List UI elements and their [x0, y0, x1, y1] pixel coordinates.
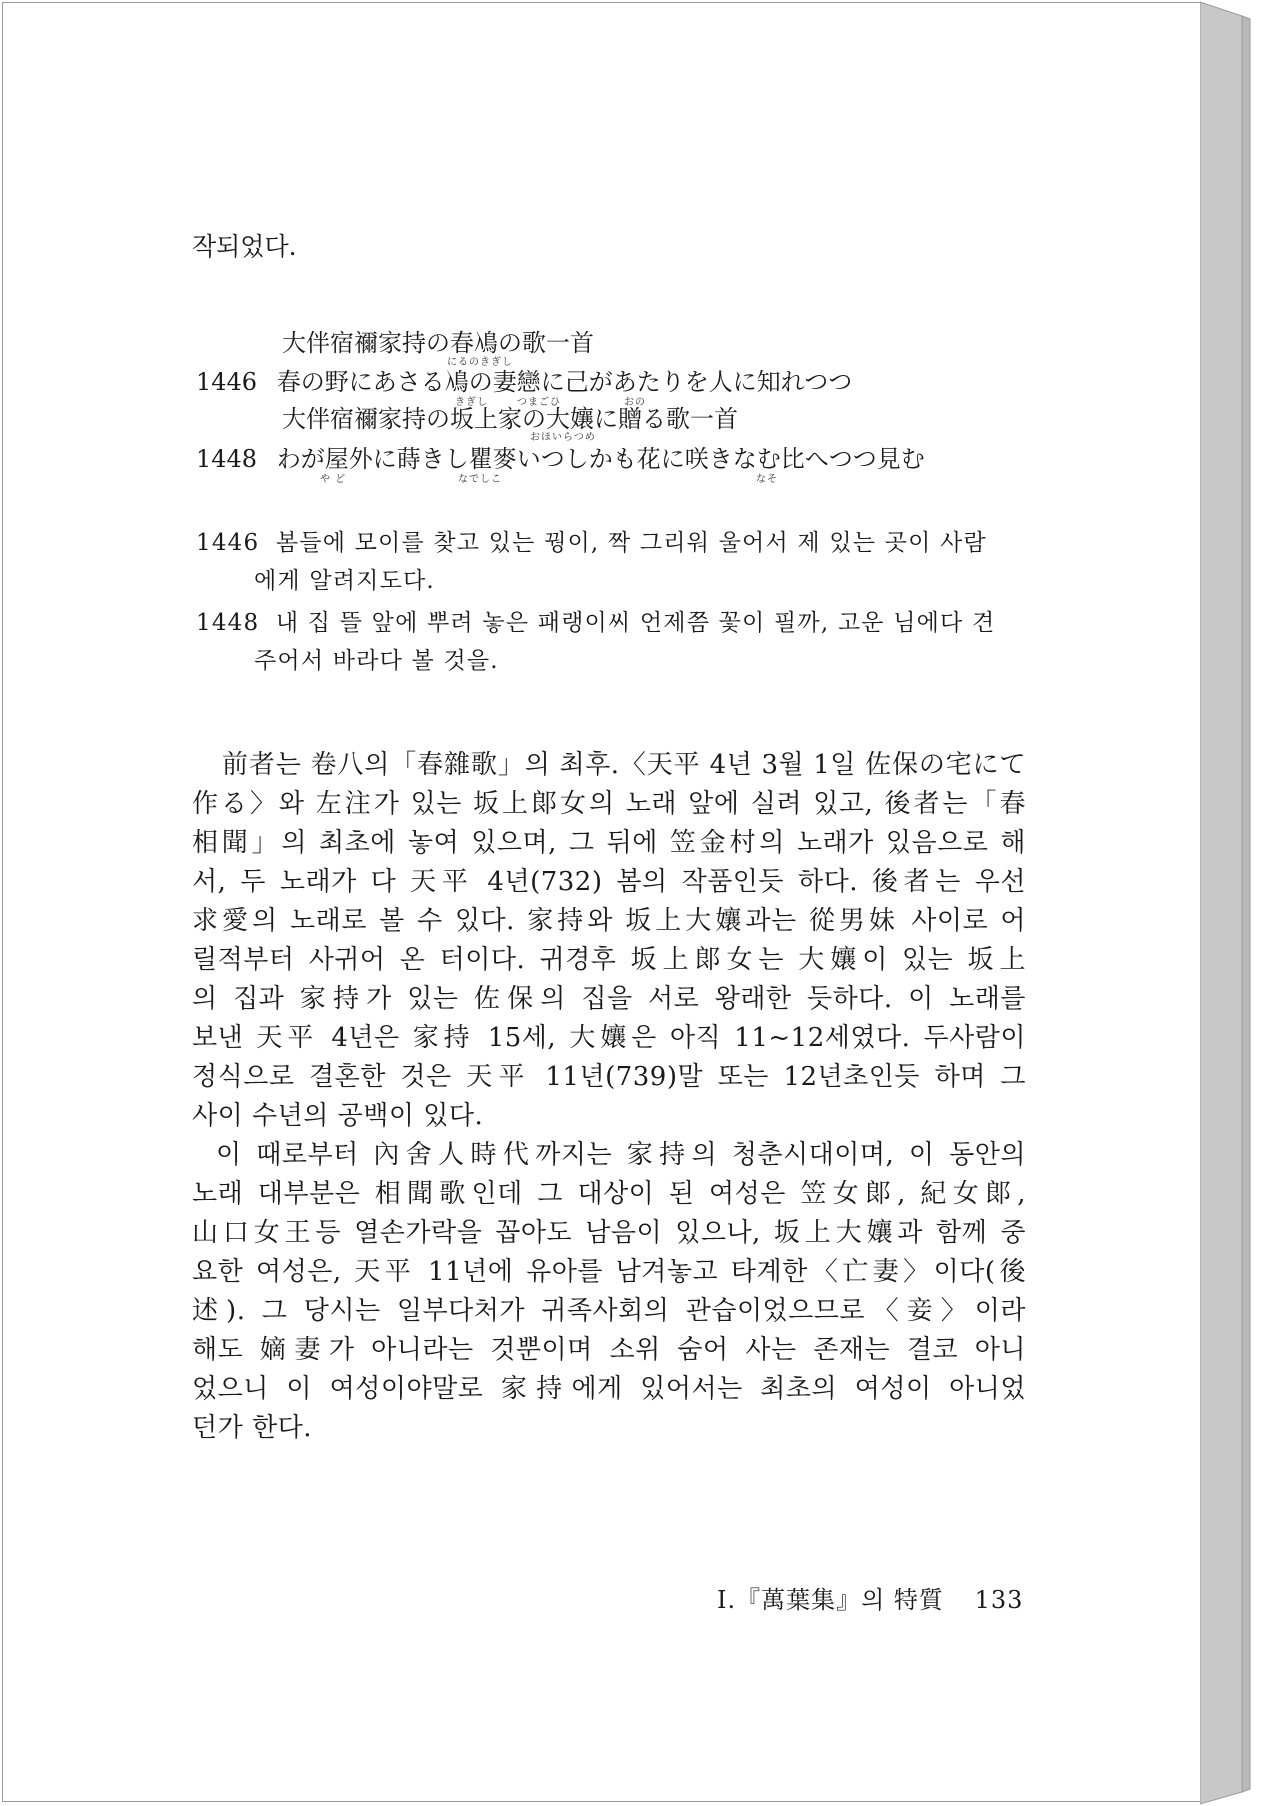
body-line-1: 前者는 卷八의「春雜歌」의 최후.〈天平 4년 3월 1일 佐保の宅にて	[222, 750, 1026, 780]
poem-1446	[196, 367, 852, 397]
body-line-7: 의 집과 家持가 있는 佐保의 집을 서로 왕래한 듯하다. 이 노래를	[192, 984, 1026, 1014]
body-line-3: 相聞」의 최초에 놓여 있으며, 그 뒤에 笠金村의 노래가 있음으로 해	[192, 828, 1026, 858]
body-line-12: 노래 대부분은 相聞歌인데 그 대상이 된 여성은 笠女郞, 紀女郞,	[192, 1179, 1026, 1209]
furigana-3: おほいらつめ	[530, 432, 596, 443]
translation-1448-line-2: 주어서 바라다 볼 것을.	[254, 648, 499, 674]
furigana-4a: や ど	[320, 474, 347, 485]
translation-1446-line-1: 봄들에 모이를 찾고 있는 꿩이, 짝 그리워 울어서 제 있는 곳이 사람	[275, 530, 987, 556]
furigana-4b: なでしこ	[458, 474, 502, 485]
poem-heading-2: 大伴宿禰家持の坂上家の大孃に贈る歌一首	[282, 405, 738, 433]
translation-1446	[196, 528, 987, 558]
body-line-18: 던가 한다.	[192, 1413, 312, 1443]
body-line-13: 山口女王등 열손가락을 꼽아도 남음이 있으나, 坂上大孃과 함께 중	[192, 1218, 1026, 1248]
body-line-10: 사이 수년의 공백이 있다.	[192, 1101, 484, 1131]
body-line-9: 정식으로 결혼한 것은 天平 11년(739)말 또는 12년초인듯 하며 그	[192, 1062, 1026, 1092]
translation-1448	[196, 608, 995, 638]
poem-1446-text: 春の野にあさる鳰の妻戀に己があたりを人に知れつつ	[276, 368, 853, 396]
furigana-2a: きぎし	[455, 397, 488, 408]
translation-1448-number: 1448	[196, 610, 260, 636]
translation-1446-line-2: 에게 알려지도다.	[254, 568, 435, 594]
furigana-2b: つまごひ	[517, 397, 561, 408]
body-line-16: 해도 嫡妻가 아니라는 것뿐이며 소위 숨어 사는 존재는 결코 아니	[192, 1335, 1026, 1365]
running-head: I.『萬葉集』의 特質	[717, 1586, 944, 1614]
book-spine	[1200, 0, 1274, 1806]
poem-heading-1: 大伴宿禰家持の春鳰の歌一首	[282, 329, 594, 357]
furigana-1: にるのきぎし	[447, 357, 513, 368]
body-line-2: 作る〉와 左注가 있는 坂上郞女의 노래 앞에 실려 있고, 後者는「春	[192, 789, 1026, 819]
body-line-17: 었으니 이 여성이야말로 家持에게 있어서는 최초의 여성이 아니었	[192, 1374, 1026, 1404]
page-number: 133	[974, 1586, 1024, 1614]
body-line-11: 이 때로부터 內舍人時代까지는 家持의 청춘시대이며, 이 동안의	[216, 1140, 1026, 1170]
translation-1448-line-1: 내 집 뜰 앞에 뿌려 놓은 패랭이씨 언제쯤 꽃이 필까, 고운 님에다 견	[275, 610, 996, 636]
page-footer	[717, 1585, 1023, 1615]
body-line-6: 릴적부터 사귀어 온 터이다. 귀경후 坂上郞女는 大孃이 있는 坂上	[192, 945, 1026, 975]
poem-1448-number: 1448	[196, 445, 258, 473]
furigana-2c: おの	[624, 397, 646, 408]
poem-1448-text: わが屋外に蒔きし瞿麥いつしかも花に咲きなむ比へつつ見む	[276, 445, 925, 473]
continuation-text: 작되었다.	[192, 232, 297, 261]
body-line-4: 서, 두 노래가 다 天平 4년(732) 봄의 작품인듯 하다. 後者는 우선	[192, 867, 1026, 897]
body-line-8: 보낸 天平 4년은 家持 15세, 大孃은 아직 11~12세였다. 두사람이	[192, 1023, 1026, 1053]
translation-1446-number: 1446	[196, 530, 260, 556]
poem-1446-number: 1446	[196, 368, 258, 396]
body-line-14: 요한 여성은, 天平 11년에 유아를 남겨놓고 타계한〈亡妻〉이다(後	[192, 1257, 1026, 1287]
body-line-15: 述). 그 당시는 일부다처가 귀족사회의 관습이었으므로〈妾〉이라	[192, 1296, 1026, 1326]
body-line-5: 求愛의 노래로 볼 수 있다. 家持와 坂上大孃과는 從男妹 사이로 어	[192, 906, 1026, 936]
furigana-4c: なそ	[756, 474, 778, 485]
poem-1448	[196, 444, 925, 474]
